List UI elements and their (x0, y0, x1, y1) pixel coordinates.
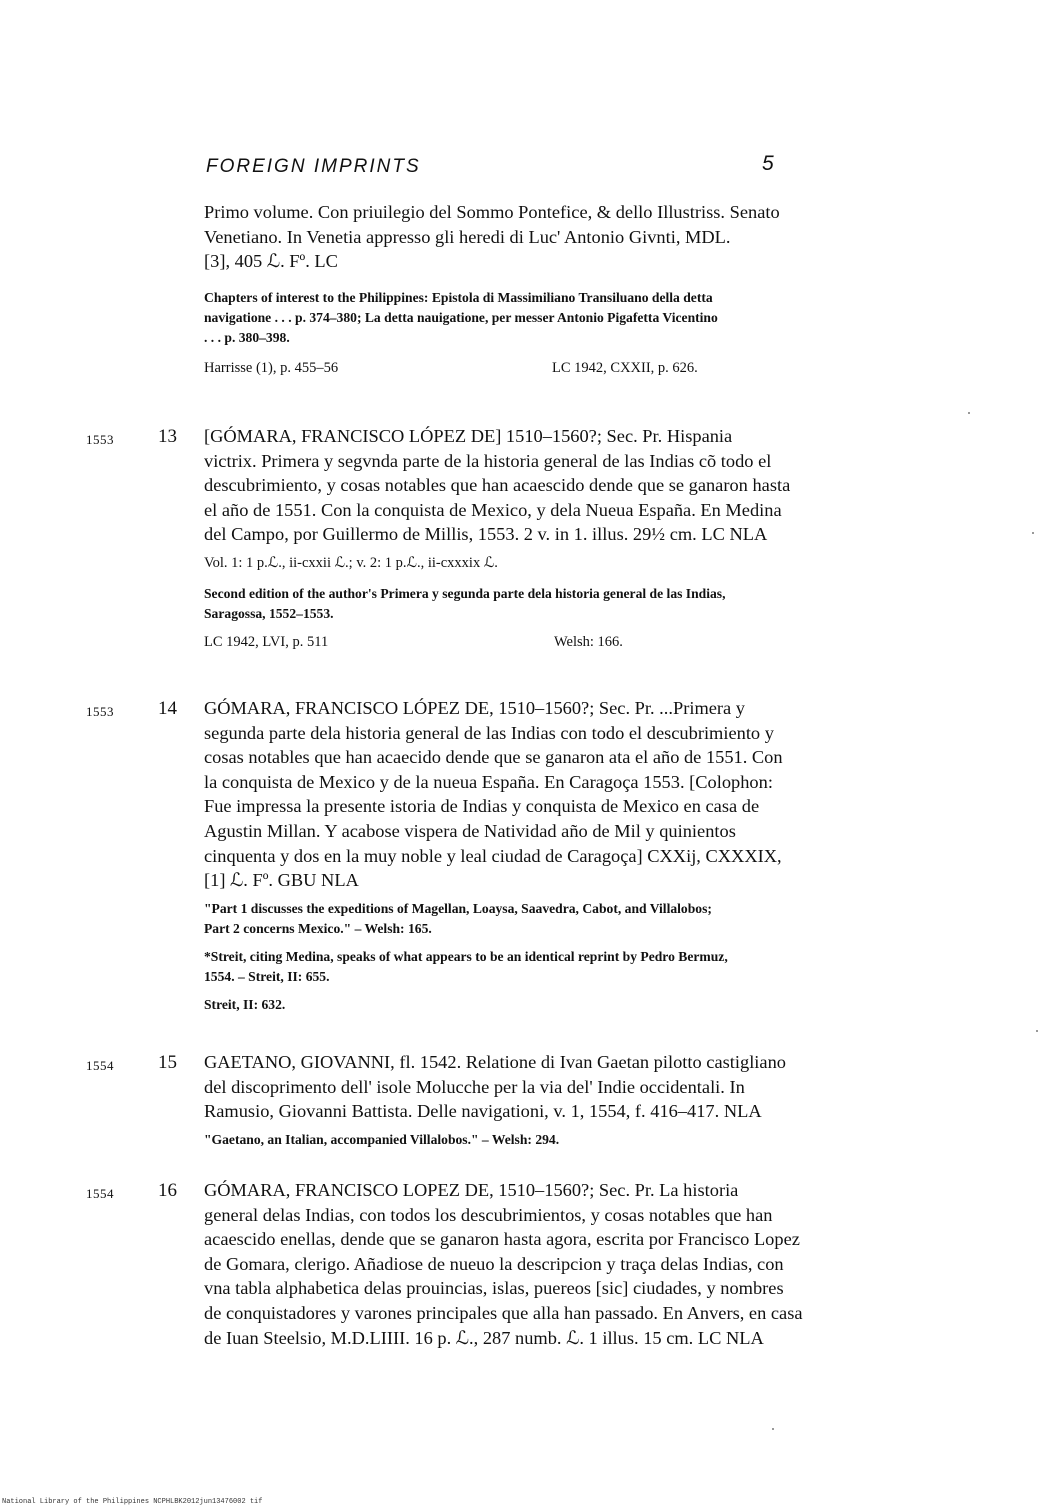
note-line: Chapters of interest to the Philippines: Epistola di Massimiliano Transiluano della detta (204, 289, 713, 305)
entry-body (204, 1178, 880, 1350)
collation-line: Vol. 1: 1 p.ℒ., ii-cxxii ℒ.; v. 2: 1 p.ℒ., ii-cxxxix ℒ. (204, 554, 498, 571)
reference-right: LC 1942, CXXII, p. 626. (552, 359, 698, 376)
entry-note (204, 947, 880, 987)
entry-note (204, 1130, 880, 1150)
entry-body (204, 200, 880, 378)
entry-line: Fue impressa la presente istoria de Indias y conquista de Mexico en casa de (204, 796, 760, 817)
entry-line: Venetiano. In Venetia appresso gli heredi di Luc' Antonio Givnti, MDL. (204, 226, 731, 247)
entry-line: Agustin Millan. Y acabose vispera de Natividad año de Mil y quinientos (204, 820, 736, 841)
entry-note (204, 899, 880, 939)
entry-line: vna tabla alphabetica delas prouincias, islas, puereos [sic] ciudades, y nombres (204, 1278, 784, 1299)
entry-line: cinquenta y dos en la muy noble y leal ciudad de Caragoça] CXXij, CXXXIX, (204, 845, 782, 866)
note-line: Second edition of the author's Primera y segunda parte dela historia general de las Indias, (204, 585, 726, 601)
entry-line: Ramusio, Giovanni Battista. Delle navigationi, v. 1, 1554, f. 416–417. NLA (204, 1101, 762, 1122)
entry-line: acaescido enellas, dende que se ganaron hasta agora, escrita por Francisco Lopez (204, 1229, 800, 1250)
entry-body (204, 424, 880, 652)
reference-left: LC 1942, LVI, p. 511 (204, 633, 329, 650)
entry-line: victrix. Primera y segvnda parte de la historia general de las Indias cõ todo el (204, 450, 772, 471)
reference-left: Harrisse (1), p. 455–56 (204, 359, 339, 376)
entry-line: de Gomara, clerigo. Añadiose de nueuo la descripcion y traça delas Indias, con (204, 1253, 784, 1274)
entry-line: del Campo, por Guillermo de Millis, 1553. 2 v. in 1. illus. 29½ cm. LC NLA (204, 524, 768, 545)
running-header: FOREIGN IMPRINTS (206, 156, 421, 177)
entry-year: 1554 (86, 1058, 114, 1073)
entry-body (204, 696, 880, 1015)
entry-line: GÓMARA, FRANCISCO LÓPEZ DE, 1510–1560?; Sec. Pr. ...Primera y (204, 698, 745, 718)
entry-number: 15 (158, 1052, 177, 1073)
note-line: 1554. – Streit, II: 655. (204, 968, 330, 984)
note-line: "Part 1 discusses the expeditions of Magellan, Loaysa, Saavedra, Cabot, and Villalobos; (204, 900, 712, 916)
note-line: Streit, II: 632. (204, 996, 286, 1012)
entry-line: de Iuan Steelsio, M.D.LIIII. 16 p. ℒ., 287 numb. ℒ. 1 illus. 15 cm. LC NLA (204, 1327, 764, 1348)
scan-speck (772, 1428, 774, 1430)
entry-line: [1] ℒ. Fº. GBU NLA (204, 870, 359, 891)
entry-line: el año de 1551. Con la conquista de Mexico, y dela Nueua España. En Medina (204, 499, 782, 520)
entry-line: GAETANO, GIOVANNI, fl. 1542. Relatione di Ivan Gaetan pilotto castigliano (204, 1052, 786, 1072)
entry-line: GÓMARA, FRANCISCO LOPEZ DE, 1510–1560?; Sec. Pr. La historia (204, 1180, 739, 1200)
entry-line: [3], 405 ℒ. Fº. LC (204, 251, 338, 272)
note-line: . . . p. 380–398. (204, 329, 290, 345)
entry-line: descubrimiento, y cosas notables que han acaescido dende que se ganaron hasta (204, 475, 791, 496)
entry-year: 1553 (86, 704, 114, 719)
scan-speck (1032, 532, 1034, 534)
entry-body (204, 1050, 880, 1150)
note-line: navigatione . . . p. 374–380; La detta nauigatione, per messer Antonio Pigafetta Vicentino (204, 309, 718, 325)
scan-speck (968, 412, 970, 414)
entry-line: la conquista de Mexico y de la nueua España. En Caragoça 1553. [Colophon: (204, 771, 773, 792)
entry-line: Primo volume. Con priuilegio del Sommo Pontefice, & dello Illustriss. Senato (204, 202, 780, 222)
scan-speck (1036, 1030, 1038, 1032)
entry-note (204, 995, 880, 1015)
note-line: "Gaetano, an Italian, accompanied Villalobos." – Welsh: 294. (204, 1131, 560, 1147)
note-line: *Streit, citing Medina, speaks of what appears to be an identical reprint by Pedro Bermuz, (204, 948, 728, 964)
entry-note (204, 288, 880, 348)
reference-row (204, 356, 880, 378)
entry-line: segunda parte dela historia general de las Indias con todo el descubrimiento y (204, 722, 774, 743)
entry-number: 14 (158, 698, 177, 719)
entry-line: [GÓMARA, FRANCISCO LÓPEZ DE] 1510–1560?; Sec. Pr. Hispania (204, 426, 733, 446)
entry-line: del discoprimento dell' isole Molucche per la via del' Indie occidentali. In (204, 1076, 745, 1097)
page-number: 5 (762, 152, 774, 175)
note-line: Saragossa, 1552–1553. (204, 605, 334, 621)
entry-note (204, 584, 880, 624)
entry-number: 16 (158, 1180, 177, 1201)
reference-right: Welsh: 166. (554, 633, 623, 650)
reference-row (204, 630, 880, 652)
entry-number: 13 (158, 426, 177, 447)
entry-line: general delas Indias, con todos los descubrimientos, y cosas notables que han (204, 1204, 773, 1225)
entry-line: de conquistadores y varones principales que alla han passado. En Anvers, en casa (204, 1302, 803, 1323)
scan-footer: National Library of the Philippines NCPHLBK2012jun13476002 tif (2, 1498, 263, 1506)
entry-year: 1553 (86, 432, 114, 447)
note-line: Part 2 concerns Mexico." – Welsh: 165. (204, 920, 432, 936)
entry-year: 1554 (86, 1186, 114, 1201)
entry-line: cosas notables que han acaecido dende que se ganaron ata el año de 1551. Con (204, 747, 783, 768)
